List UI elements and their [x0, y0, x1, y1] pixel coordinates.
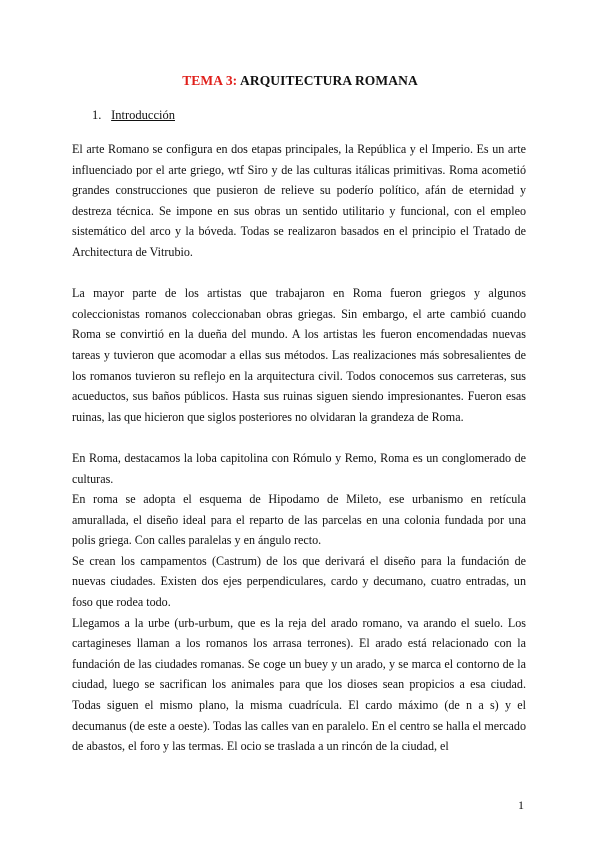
- section-title: Introducción: [111, 108, 175, 122]
- paragraph-6: Llegamos a la urbe (urb-urbum, que es la reja del arado romano, va arando el suelo. Los cartagineses llaman a los romanos los arrasa terrones). El arado está relacionado con la fundación de las ciudades romanas. Se coge un buey y un arado, y se marca el contorno de la ciudad, luego se sacrifican los animales para que los dioses sean propicios a esa ciudad. Todas siguen el mismo plano, la misma cuadrícula. El cardo máximo (de n a s) y el decumanus (de este a oeste). Todas las calles van en paralelo. En el centro se halla el mercado de abastos, el foro y las termas. El ocio se traslada a un rincón de la ciudad, el: [72, 615, 526, 754]
- title-text: ARQUITECTURA ROMANA: [237, 73, 418, 88]
- paragraph-4: En roma se adopta el esquema de Hipodamo de Mileto, ese urbanismo en retícula amurallada, el diseño ideal para el reparto de las parcelas en una colonia fundada por una polis griega. Con calles paralelas y en ángulo recto.: [72, 492, 526, 548]
- section-heading: [92, 108, 175, 123]
- document-body: [72, 139, 526, 757]
- paragraph-3: En Roma, destacamos la loba capitolina con Rómulo y Remo, Roma es un conglomerado de culturas.: [72, 450, 526, 486]
- section-number: 1.: [92, 108, 102, 122]
- document-title: [0, 73, 600, 89]
- paragraph-5: Se crean los campamentos (Castrum) de los que derivará el diseño para la fundación de nuevas ciudades. Existen dos ejes perpendiculares, cardo y decumano, cuatro entradas, un foso que rodea todo.: [72, 553, 526, 610]
- page-number: 1: [518, 798, 524, 812]
- title-number: TEMA 3:: [182, 73, 238, 88]
- paragraph-1: El arte Romano se configura en dos etapas principales, la República y el Imperio. Es un arte influenciado por el arte griego, wtf Siro y de las culturas itálicas primitivas. Roma acometió grandes construcciones que pusieron de relieve su poderío político, afán de eternidad y destreza técnica. Se impone en sus obras un sentido utilitario y funcional, con el empleo sistemático del arco y la bóveda. Todas se realizaron basados en el principio el Tratado de Architectura de Vitrubio.: [72, 142, 526, 259]
- paragraph-2: La mayor parte de los artistas que trabajaron en Roma fueron griegos y algunos coleccionistas romanos coleccionaban obras griegas. Sin embargo, el arte cambió cuando Roma se convirtió en la dueña del mundo. A los artistas les fueron encomendadas nuevas tareas y tuvieron que acomodar a ellas sus métodos. Las realizaciones más sobresalientes de los romanos tuvieron su reflejo en la arquitectura civil. Todos conocemos sus carreteras, sus acueductos, sus baños públicos. Hasta sus ruinas siguen siendo impresionantes. Fueron esas ruinas, las que hicieron que siglos posteriores no olvidaran la grandeza de Roma.: [72, 286, 526, 424]
